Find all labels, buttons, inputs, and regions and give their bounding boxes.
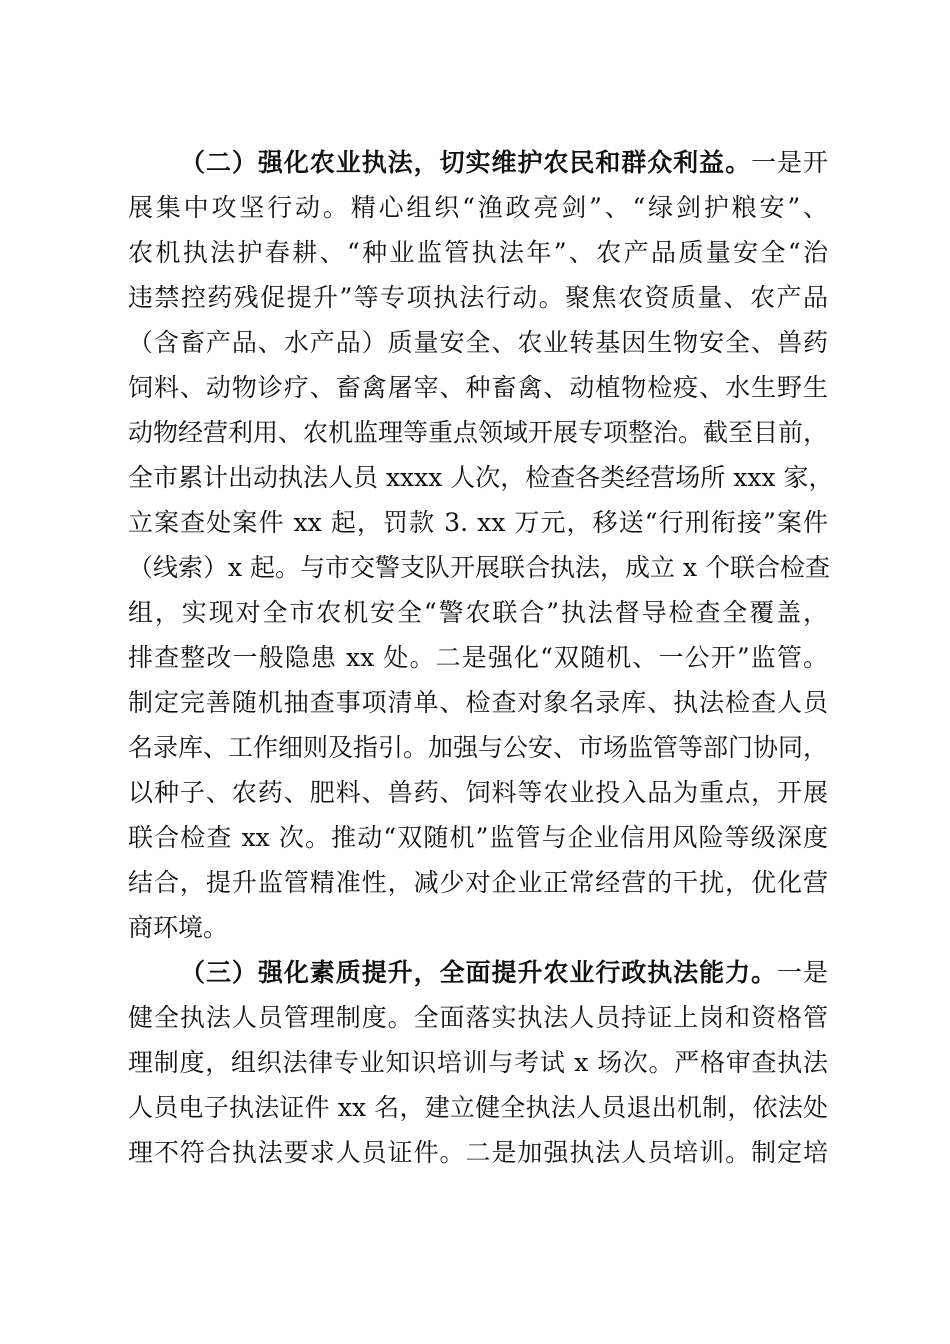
section2-line: 立案查处案件 xx 起，罚款 3. xx 万元，移送“行刑衔接”案件 (128, 508, 828, 537)
section2-line: （含畜产品、水产品）质量安全、农业转基因生物安全、兽药 (128, 328, 828, 357)
section2-first-line-rest: 一是开 (751, 148, 828, 177)
section3-line: 理制度，组织法律专业知识培训与考试 x 场次。严格审查执法 (128, 1048, 828, 1077)
section3-line: 人员电子执法证件 xx 名，建立健全执法人员退出机制，依法处 (128, 1093, 828, 1122)
section2-line: 违禁控药残促提升”等专项执法行动。聚焦农资质量、农产品 (128, 283, 828, 312)
section2-last-line: 商环境。 (128, 913, 229, 942)
section2-line: （线索）x 起。与市交警支队开展联合执法，成立 x 个联合检查 (128, 553, 831, 582)
section2-line: 以种子、农药、肥料、兽药、饲料等农业投入品为重点，开展 (128, 778, 828, 807)
section2-line: 组，实现对全市农机安全“警农联合”执法督导检查全覆盖， (128, 598, 828, 627)
section2-line: 联合检查 xx 次。推动“双随机”监管与企业信用风险等级深度 (128, 823, 828, 852)
document-body (128, 140, 834, 1175)
section3-line: 理不符合执法要求人员证件。二是加强执法人员培训。制定培 (128, 1138, 828, 1167)
section3-first-line-rest: 一是 (777, 958, 828, 987)
section2-line: 饲料、动物诊疗、畜禽屠宰、种畜禽、动植物检疫、水生野生 (128, 373, 828, 402)
section2-line: 制定完善随机抽查事项清单、检查对象名录库、执法检查人员 (128, 688, 828, 717)
section2-line: 名录库、工作细则及指引。加强与公安、市场监管等部门协同， (128, 733, 829, 762)
section2-line: 展集中攻坚行动。精心组织“渔政亮剑”、“绿剑护粮安”、 (128, 193, 828, 222)
section2-line: 排查整改一般隐患 xx 处。二是强化“双随机、一公开”监管。 (128, 643, 828, 672)
section3-heading: （三）强化素质提升，全面提升农业行政执法能力。 (180, 958, 778, 987)
section2-line: 农机执法护春耕、“种业监管执法年”、农产品质量安全“治 (128, 238, 828, 267)
section2-line: 全市累计出动执法人员 xxxx 人次，检查各类经营场所 xxx 家， (128, 463, 834, 492)
section3-first-line (128, 950, 828, 995)
section2-heading: （二）强化农业执法，切实维护农民和群众利益。 (180, 148, 752, 177)
section3-line: 健全执法人员管理制度。全面落实执法人员持证上岗和资格管 (128, 1003, 828, 1032)
section2-first-line (128, 140, 828, 185)
section2-line: 动物经营利用、农机监理等重点领域开展专项整治。截至目前， (128, 418, 829, 447)
section2-line: 结合，提升监管精准性，减少对企业正常经营的干扰，优化营 (128, 868, 828, 897)
